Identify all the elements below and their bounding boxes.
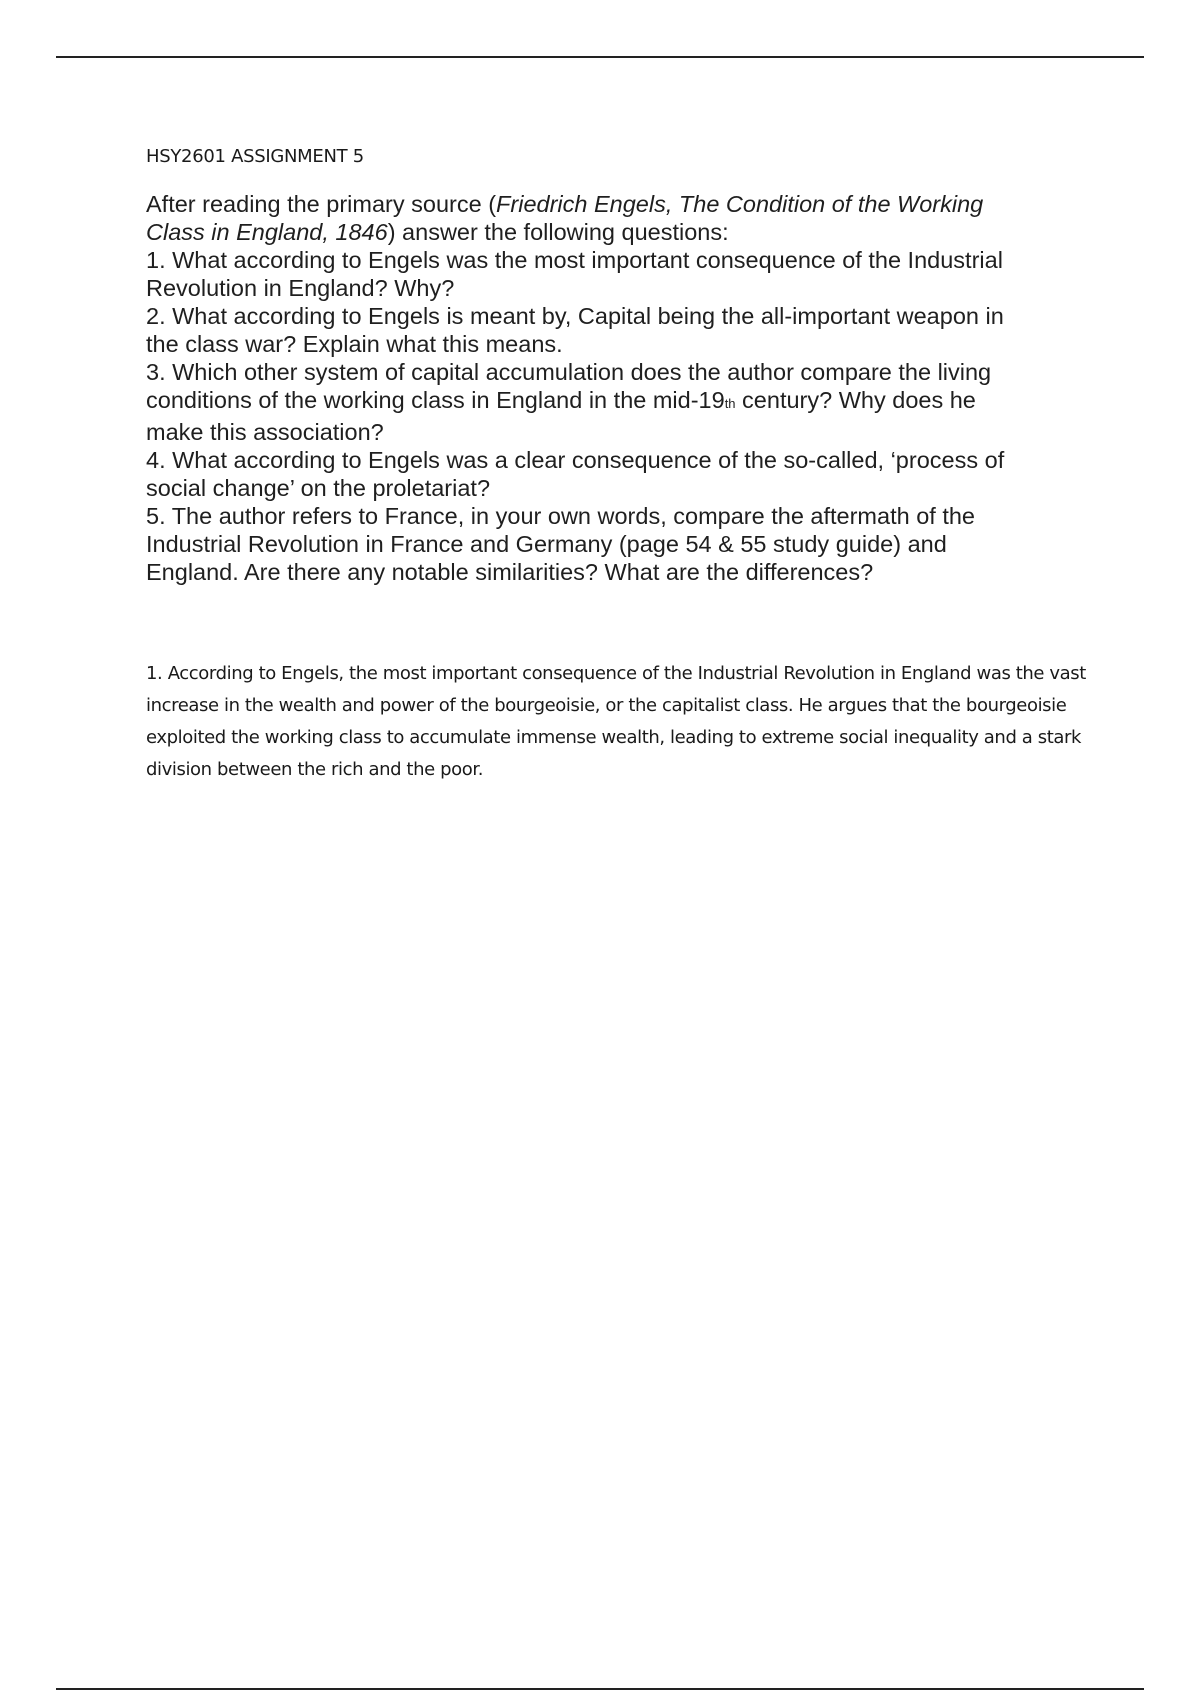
document-body [146,146,1106,786]
question-2: 2. What according to Engels is meant by, Capital being the all-important weapon in the class war? Explain what this means. [146,303,1004,357]
intro-suffix: ) answer the following questions: [387,219,729,245]
question-3-after: century? Why does he make this association? [146,387,976,445]
bottom-rule [56,1688,1144,1690]
question-3 [146,358,1026,446]
question-3-before: 3. Which other system of capital accumulation does the author compare the living conditions of the working class in England in the mid-19 [146,359,992,413]
question-block [146,190,1026,586]
source-citation: Friedrich Engels, The Condition of the Working Class in England, 1846 [146,191,984,245]
question-1: 1. What according to Engels was the most important consequence of the Industrial Revolution in England? Why? [146,247,1003,301]
answer-1: 1. According to Engels, the most important consequence of the Industrial Revolution in England was the vast increase in the wealth and power of the bourgeoisie, or the capitalist class. He argues that the bourgeoisie exploited the working class to accumulate immense wealth, leading to extreme social inequality and a stark division between the rich and the poor. [146,663,1086,780]
intro-prefix: After reading the primary source ( [146,191,497,217]
answer-block [146,658,1106,786]
question-3-superscript: th [724,396,736,411]
document-title: HSY2601 ASSIGNMENT 5 [146,146,364,167]
question-5: 5. The author refers to France, in your own words, compare the aftermath of the Industrial Revolution in France and Germany (page 54 & 55 study guide) and England. Are there any notable similarities? What are the differences? [146,503,976,585]
top-rule [56,56,1144,58]
intro-paragraph [146,190,1026,246]
question-4: 4. What according to Engels was a clear consequence of the so-called, ‘process of social change’ on the proletariat? [146,447,1005,501]
